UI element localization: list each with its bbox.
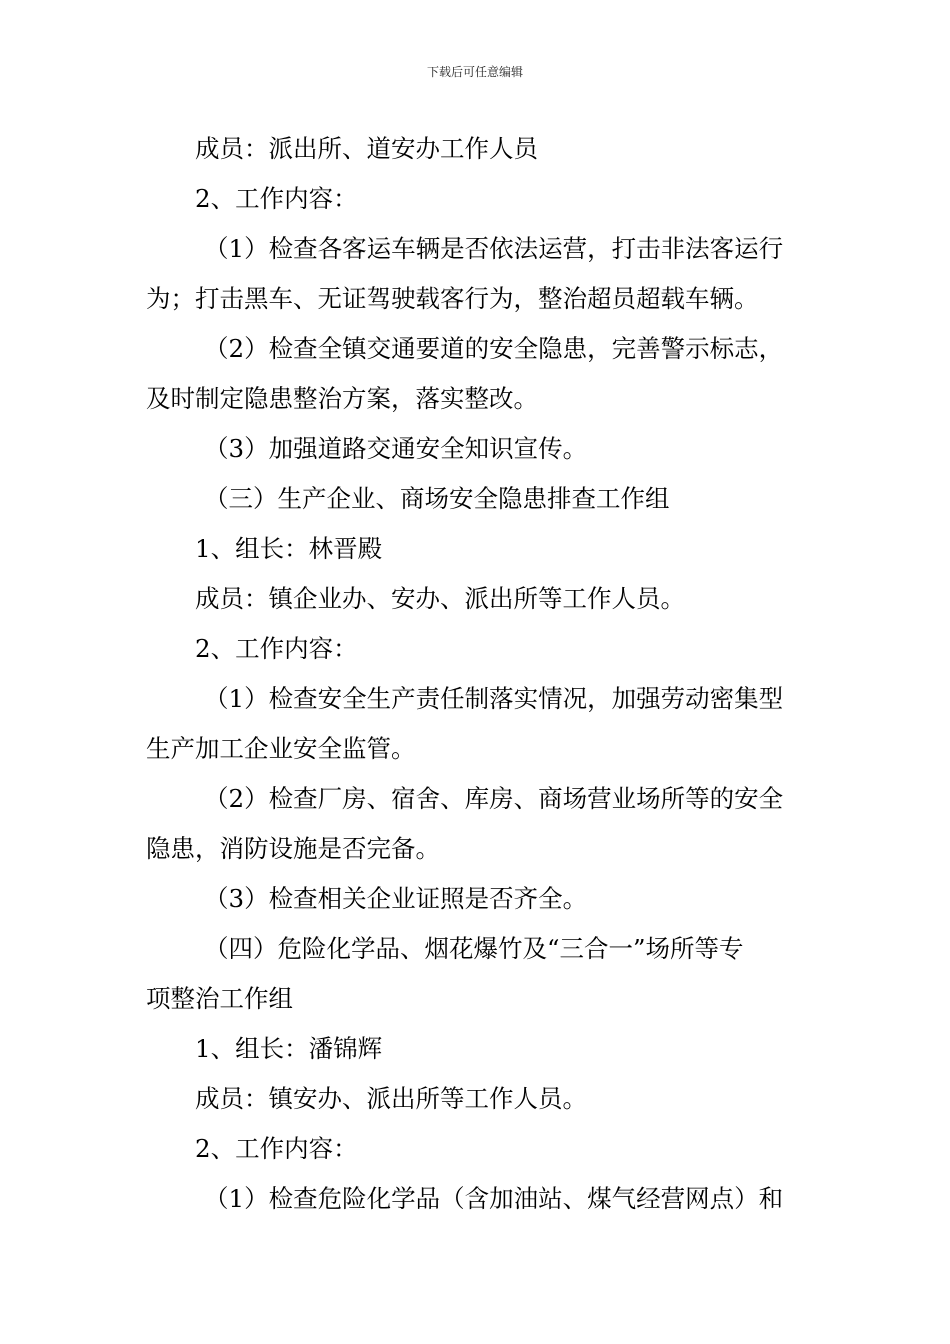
paragraph-line: 2、工作内容： [195,1134,358,1163]
paragraph-line: 2、工作内容： [195,184,358,213]
paragraph-line: （1）检查各客运车辆是否依法运营，打击非法客运行 [204,234,784,263]
paragraph-line: （1）检查危险化学品（含加油站、煤气经营网点）和 [204,1184,784,1213]
paragraph-line: 成员：镇企业办、安办、派出所等工作人员。 [195,584,685,613]
paragraph-line: 隐患，消防设施是否完备。 [146,834,440,863]
paragraph-line: 成员：镇安办、派出所等工作人员。 [195,1084,587,1113]
paragraph-line: （3）加强道路交通安全知识宣传。 [204,434,588,463]
section-heading: （四）危险化学品、烟花爆竹及“三合一”场所等专 [204,934,744,963]
paragraph-line: 1、组长：潘锦辉 [195,1034,383,1063]
document-body [146,124,808,1224]
page-header-note: 下载后可任意编辑 [426,65,523,79]
paragraph-line: （2）检查厂房、宿舍、库房、商场营业场所等的安全 [204,784,784,813]
paragraph-line: 项整治工作组 [146,984,293,1013]
paragraph-line: 为；打击黑车、无证驾驶载客行为，整治超员超载车辆。 [146,284,759,313]
paragraph-line: 及时制定隐患整治方案，落实整改。 [146,384,538,413]
paragraph-line: （1）检查安全生产责任制落实情况，加强劳动密集型 [204,684,784,713]
paragraph-line: （2）检查全镇交通要道的安全隐患，完善警示标志， [204,334,784,363]
section-heading: （三）生产企业、商场安全隐患排查工作组 [204,484,670,513]
paragraph-line: 成员：派出所、道安办工作人员 [195,134,538,163]
paragraph-line: 生产加工企业安全监管。 [146,734,416,763]
paragraph-line: 1、组长：林晋殿 [195,534,383,563]
paragraph-line: （3）检查相关企业证照是否齐全。 [204,884,588,913]
paragraph-line: 2、工作内容： [195,634,358,663]
